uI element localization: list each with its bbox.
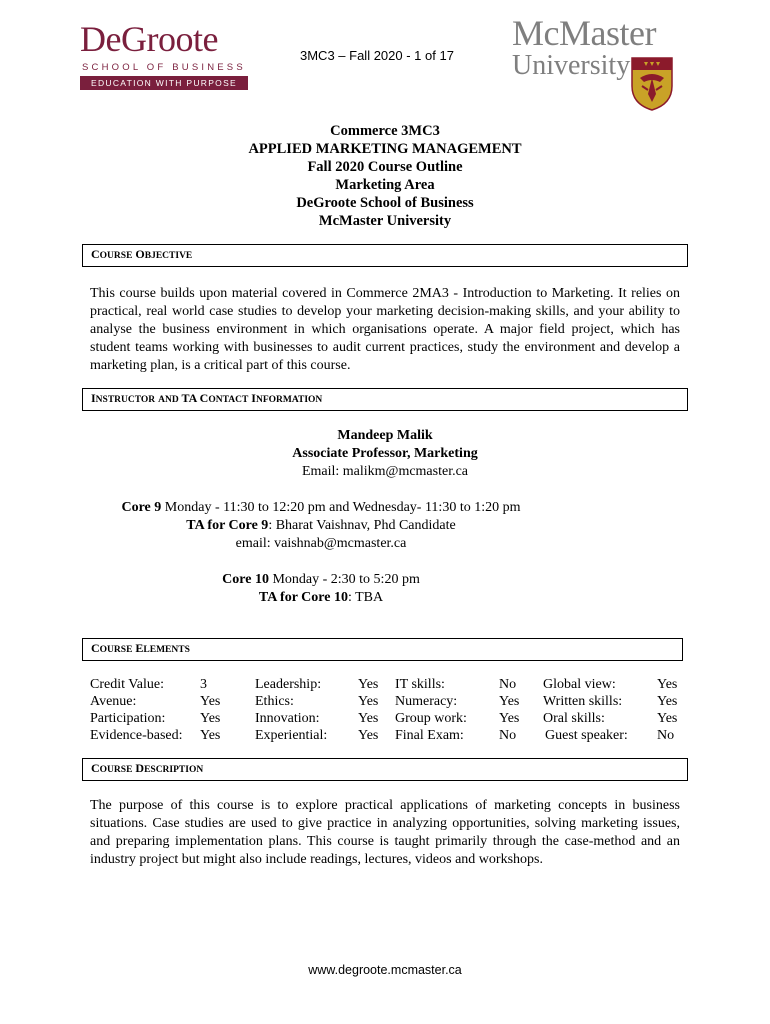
course-title-block: [0, 122, 770, 230]
core10-schedule: Monday - 2:30 to 5:20 pm: [268, 572, 420, 587]
instructor-email: Email: malikm@mcmaster.ca: [301, 464, 469, 479]
degroote-wordmark: DeGroote: [80, 19, 218, 59]
mcmaster-logo: [512, 14, 682, 114]
table-row: Participation: Yes Innovation: Yes Group work: Yes Oral skills: Yes: [90, 711, 678, 726]
title-course-code: Commerce 3MC3: [330, 123, 440, 139]
title-term: Fall 2020 Course Outline: [307, 159, 463, 175]
section-heading-contact-information: INSTRUCTOR AND TA CONTACT INFORMATION: [82, 388, 688, 411]
ta9-value: : Bharat Vaishnav, Phd Candidate: [268, 518, 456, 533]
course-description-text: The purpose of this course is to explore practical applications of marketing concepts in business situations. Case studies are used to give practice in analyzing opportunities, solving marketing issues, and preparing implementation plans. This course is taught primarily through the case-method and an industry project but might also include readings, lectures, videos and workshops.: [90, 798, 680, 867]
section-heading-course-elements: COURSE ELEMENTS: [82, 638, 683, 661]
ta9-line: [0, 517, 706, 535]
page-label: 3MC3 – Fall 2020 - 1 of 17: [300, 48, 454, 63]
ta9-label: TA for Core 9: [186, 518, 269, 533]
core9-schedule: Monday - 11:30 to 12:20 pm and Wednesday- 11:30 to 1:20 pm: [161, 500, 521, 515]
degroote-tagline: EDUCATION WITH PURPOSE: [80, 76, 248, 90]
title-course-name: APPLIED MARKETING MANAGEMENT: [248, 141, 522, 157]
degroote-school-label: SCHOOL OF BUSINESS: [82, 62, 246, 73]
table-row: Credit Value: 3 Leadership: Yes IT skills: No Global view: Yes: [90, 677, 678, 692]
course-objective-text: This course builds upon material covered in Commerce 2MA3 - Introduction to Marketing. It relies on practical, real world case studies to develop your marketing decision-making skills, and your ability to analyse the business environment in which organisations operate. A major field project, which has student teams working with businesses to audit current practices, study the environment and develop a marketing plan, is a critical part of this course.: [90, 286, 680, 373]
section-heading-course-description: COURSE DESCRIPTION: [82, 758, 688, 781]
title-university: McMaster University: [318, 213, 452, 229]
ta9-email: email: vaishnab@mcmaster.ca: [235, 536, 407, 551]
ta10-line: [0, 589, 706, 607]
core9-label: Core 9: [121, 500, 162, 515]
title-area: Marketing Area: [335, 177, 435, 193]
instructor-name: Mandeep Malik: [337, 428, 433, 443]
section-heading-course-objective: COURSE OBJECTIVE: [82, 244, 688, 267]
mcmaster-university-label: University: [512, 50, 631, 81]
mcmaster-wordmark: McMaster: [512, 13, 656, 53]
course-elements-table: [90, 676, 680, 744]
ta10-label: TA for Core 10: [258, 590, 348, 605]
core10-label: Core 10: [222, 572, 269, 587]
core9-schedule-line: [0, 499, 706, 517]
table-row: Avenue: Yes Ethics: Yes Numeracy: Yes Written skills: Yes: [90, 694, 678, 709]
degroote-logo: [80, 20, 250, 86]
title-school: DeGroote School of Business: [296, 195, 474, 211]
table-row: Evidence-based: Yes Experiential: Yes Final Exam: No Guest speaker: No: [90, 728, 675, 743]
ta10-value: : TBA: [347, 590, 384, 605]
instructor-title: Associate Professor, Marketing: [292, 446, 478, 461]
mcmaster-crest-icon: [630, 56, 674, 112]
footer-url: www.degroote.mcmaster.ca: [308, 963, 462, 977]
core10-schedule-line: [0, 571, 706, 589]
